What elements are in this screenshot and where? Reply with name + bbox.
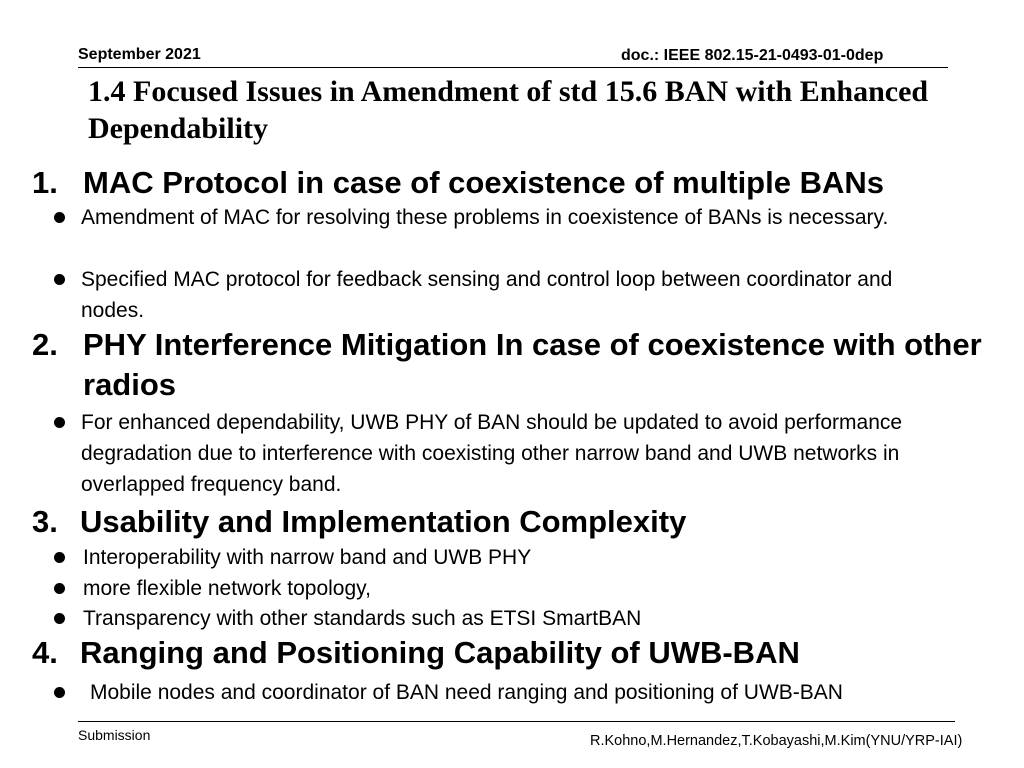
bullet-item	[54, 264, 954, 326]
section-1-heading	[32, 163, 992, 203]
bullet-dot-icon	[54, 274, 65, 285]
section-2-heading	[32, 325, 992, 405]
footer-divider	[78, 721, 955, 722]
footer-authors: R.Kohno,M.Hernandez,T.Kobayashi,M.Kim(YNU/YRP-IAI)	[590, 733, 963, 749]
bullet-item	[54, 573, 954, 604]
header-date: September 2021	[78, 46, 201, 63]
section-title: PHY Interference Mitigation In case of coexistence with other radios	[83, 327, 982, 402]
slide-title: 1.4 Focused Issues in Amendment of std 15.6 BAN with Enhanced Dependability	[88, 75, 929, 145]
bullet-text: Interoperability with narrow band and UWB PHY	[83, 546, 532, 569]
section-title: Usability and Implementation Complexity	[80, 504, 687, 539]
bullet-item	[54, 407, 994, 500]
section-3-heading	[32, 502, 992, 542]
bullet-item	[54, 202, 954, 264]
bullet-text: Transparency with other standards such as ETSI SmartBAN	[83, 607, 642, 630]
bullet-text: Specified MAC protocol for feedback sensing and control loop between coordinator and nodes.	[81, 268, 893, 322]
section-number: 4.	[32, 635, 58, 670]
bullet-text: For enhanced dependability, UWB PHY of BAN should be updated to avoid performance degradation due to interference with coexisting other narrow band and UWB networks in overlapped frequency band.	[81, 411, 903, 496]
bullet-dot-icon	[54, 417, 65, 428]
header-divider	[78, 67, 948, 68]
bullet-text: more flexible network topology,	[83, 577, 371, 600]
document-id: doc.: IEEE 802.15-21-0493-01-0dep	[621, 47, 884, 64]
bullet-dot-icon	[54, 212, 65, 223]
section-number: 3.	[32, 504, 58, 539]
bullet-dot-icon	[54, 687, 65, 698]
section-number: 2.	[32, 327, 58, 362]
bullet-text: Mobile nodes and coordinator of BAN need ranging and positioning of UWB-BAN	[90, 681, 843, 704]
section-title: Ranging and Positioning Capability of UWB-BAN	[80, 635, 800, 670]
bullet-item	[54, 542, 954, 573]
bullet-item	[54, 677, 1014, 708]
section-number: 1.	[32, 165, 58, 200]
bullet-dot-icon	[54, 552, 65, 563]
section-4-heading	[32, 633, 992, 673]
footer-submission: Submission	[78, 727, 151, 743]
bullet-dot-icon	[54, 613, 65, 624]
section-title: MAC Protocol in case of coexistence of multiple BANs	[83, 165, 884, 200]
bullet-text: Amendment of MAC for resolving these problems in coexistence of BANs is necessary.	[81, 206, 889, 229]
bullet-item	[54, 603, 954, 634]
bullet-dot-icon	[54, 583, 65, 594]
